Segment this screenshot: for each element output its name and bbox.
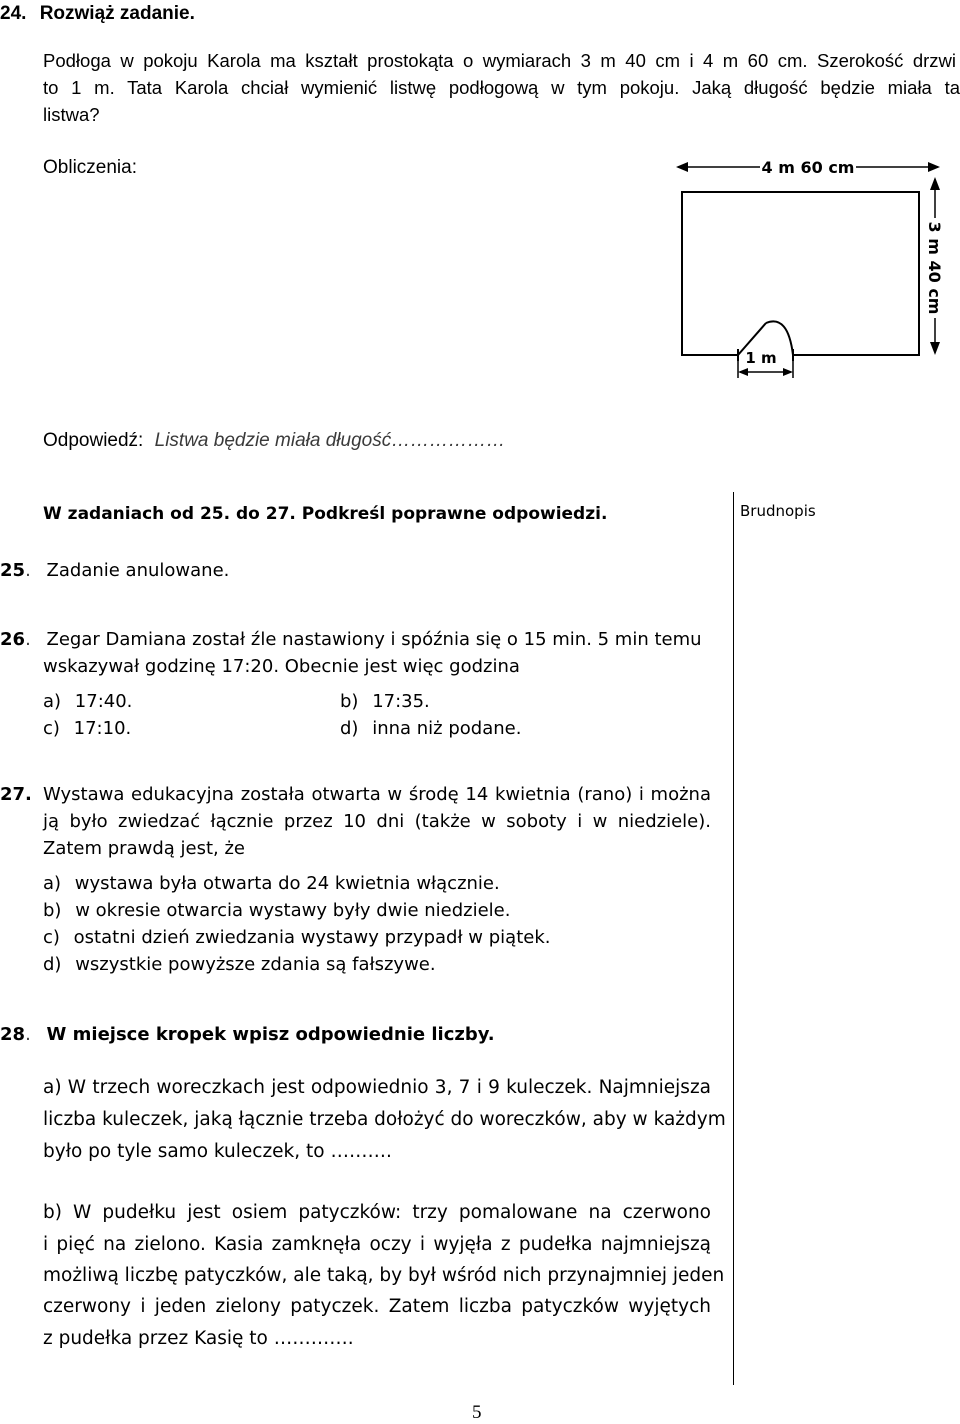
- q26-option-c[interactable]: [43, 718, 131, 739]
- width-label: 4 m 60 cm: [761, 158, 855, 177]
- q25-text: Zadanie anulowane.: [46, 560, 230, 581]
- q25-dot: .: [25, 560, 31, 581]
- q27-line-3: Zatem prawdą jest, że: [43, 838, 245, 859]
- q27-option-c-letter: c): [43, 927, 60, 948]
- q28-b-line-1: b) W pudełku jest osiem patyczków: trzy pomalowane na czerwono: [43, 1202, 711, 1223]
- door-arrow-left-head: [738, 368, 748, 376]
- q27-option-c-text: ostatni dzień zwiedzania wystawy przypadł w piątek.: [73, 927, 551, 948]
- q27-option-d[interactable]: [43, 954, 436, 975]
- q27-option-a-text: wystawa była otwarta do 24 kwietnia włącznie.: [74, 873, 500, 894]
- q28-b-line-5: z pudełka przez Kasię to ………….: [43, 1328, 354, 1349]
- q24-heading: [0, 3, 195, 25]
- width-arrow-right-head: [928, 162, 940, 172]
- q26-option-a-letter: a): [43, 691, 62, 712]
- q28-a-line-2: liczba kuleczek, jaką łącznie trzeba dołożyć do woreczków, aby w każdym: [43, 1109, 726, 1130]
- q26-option-d-text: inna niż podane.: [372, 718, 522, 739]
- q27-number: 27.: [0, 784, 32, 805]
- q24-calc-label: Obliczenia:: [43, 157, 137, 178]
- q27-line-2: ją było zwiedzać łącznie przez 10 dni (także w soboty i w niedziele).: [43, 811, 711, 832]
- q26-dot: .: [25, 629, 31, 650]
- q28-b-line-4: czerwony i jeden zielony patyczek. Zatem liczba patyczków wyjętych: [43, 1296, 711, 1317]
- q25-number: 25: [0, 560, 26, 581]
- q27-option-b[interactable]: [43, 900, 510, 921]
- q28-b-line-2: i pięć na zielono. Kasia zamknęła oczy i wyjęła z pudełka najmniejszą: [43, 1234, 711, 1255]
- scratch-label: Brudnopis: [740, 502, 816, 520]
- q26-option-a-text: 17:40.: [74, 691, 133, 712]
- q28-a-line-1: a) W trzech woreczkach jest odpowiednio 3, 7 i 9 kuleczek. Najmniejsza: [43, 1077, 711, 1098]
- q26-option-b-letter: b): [340, 691, 359, 712]
- q26-line-1-wrap: [0, 629, 702, 650]
- room-diagram: [672, 150, 952, 382]
- q26-number: 26: [0, 629, 26, 650]
- q24-text-line-1: Podłoga w pokoju Karola ma kształt prostokąta o wymiarach 3 m 40 cm i 4 m 60 cm. Szerokość drzwi: [43, 50, 956, 71]
- q28-number: 28: [0, 1024, 26, 1045]
- q24-answer-label: Odpowiedź:: [43, 430, 144, 451]
- q24-text-line-2: to 1 m. Tata Karola chciał wymienić listwę podłogową w tym pokoju. Jaką długość będzie miała ta: [43, 77, 960, 98]
- q26-line-2: wskazywał godzinę 17:20. Obecnie jest więc godzina: [43, 656, 520, 677]
- q25: [0, 560, 229, 581]
- q27-option-b-letter: b): [43, 900, 62, 921]
- scratch-divider: [733, 492, 734, 1385]
- q27-option-a[interactable]: [43, 873, 500, 894]
- q27-option-d-letter: d): [43, 954, 62, 975]
- q26-option-b-text: 17:35.: [372, 691, 430, 712]
- instruction: W zadaniach od 25. do 27. Podkreśl poprawne odpowiedzi.: [43, 504, 608, 524]
- q27-option-a-letter: a): [43, 873, 62, 894]
- height-label: 3 m 40 cm: [925, 221, 944, 315]
- q27-line-1: Wystawa edukacyjna została otwarta w środę 14 kwietnia (rano) i można: [43, 784, 711, 805]
- q26-option-c-letter: c): [43, 718, 60, 739]
- q24-answer-text: Listwa będzie miała długość………………: [154, 430, 506, 451]
- q24-number: 24.: [0, 3, 27, 24]
- q26-option-d-letter: d): [340, 718, 359, 739]
- q28-heading: [0, 1024, 495, 1045]
- height-arrow-top-head: [930, 177, 940, 190]
- q24-answer: [43, 430, 505, 452]
- door-label: 1 m: [745, 349, 777, 367]
- q26-line-1: Zegar Damiana został źle nastawiony i spóźnia się o 15 min. 5 min temu: [46, 629, 702, 650]
- q27-option-b-text: w okresie otwarcia wystawy były dwie niedziele.: [75, 900, 511, 921]
- q27-option-d-text: wszystkie powyższe zdania są fałszywe.: [75, 954, 436, 975]
- q28-b-line-3: możliwą liczbę patyczków, ale taką, by był wśród nich przynajmniej jeden: [43, 1265, 725, 1286]
- q26-option-b[interactable]: [340, 691, 430, 712]
- q26-option-a[interactable]: [43, 691, 132, 712]
- q28-title: W miejsce kropek wpisz odpowiednie liczby.: [46, 1024, 495, 1045]
- q26-option-d[interactable]: [340, 718, 521, 739]
- q24-text-line-3: listwa?: [43, 104, 100, 125]
- page-number: 5: [472, 1402, 482, 1423]
- room-rectangle: [682, 192, 919, 355]
- width-arrow-left-head: [676, 162, 688, 172]
- q26-option-c-text: 17:10.: [73, 718, 132, 739]
- q28-a-line-3: było po tyle samo kuleczek, to ……….: [43, 1141, 392, 1162]
- q27-option-c[interactable]: [43, 927, 550, 948]
- door-arrow-right-head: [783, 368, 793, 376]
- q24-title: Rozwiąż zadanie.: [39, 3, 195, 24]
- q28-dot: .: [25, 1024, 31, 1045]
- height-arrow-bottom-head: [930, 342, 940, 355]
